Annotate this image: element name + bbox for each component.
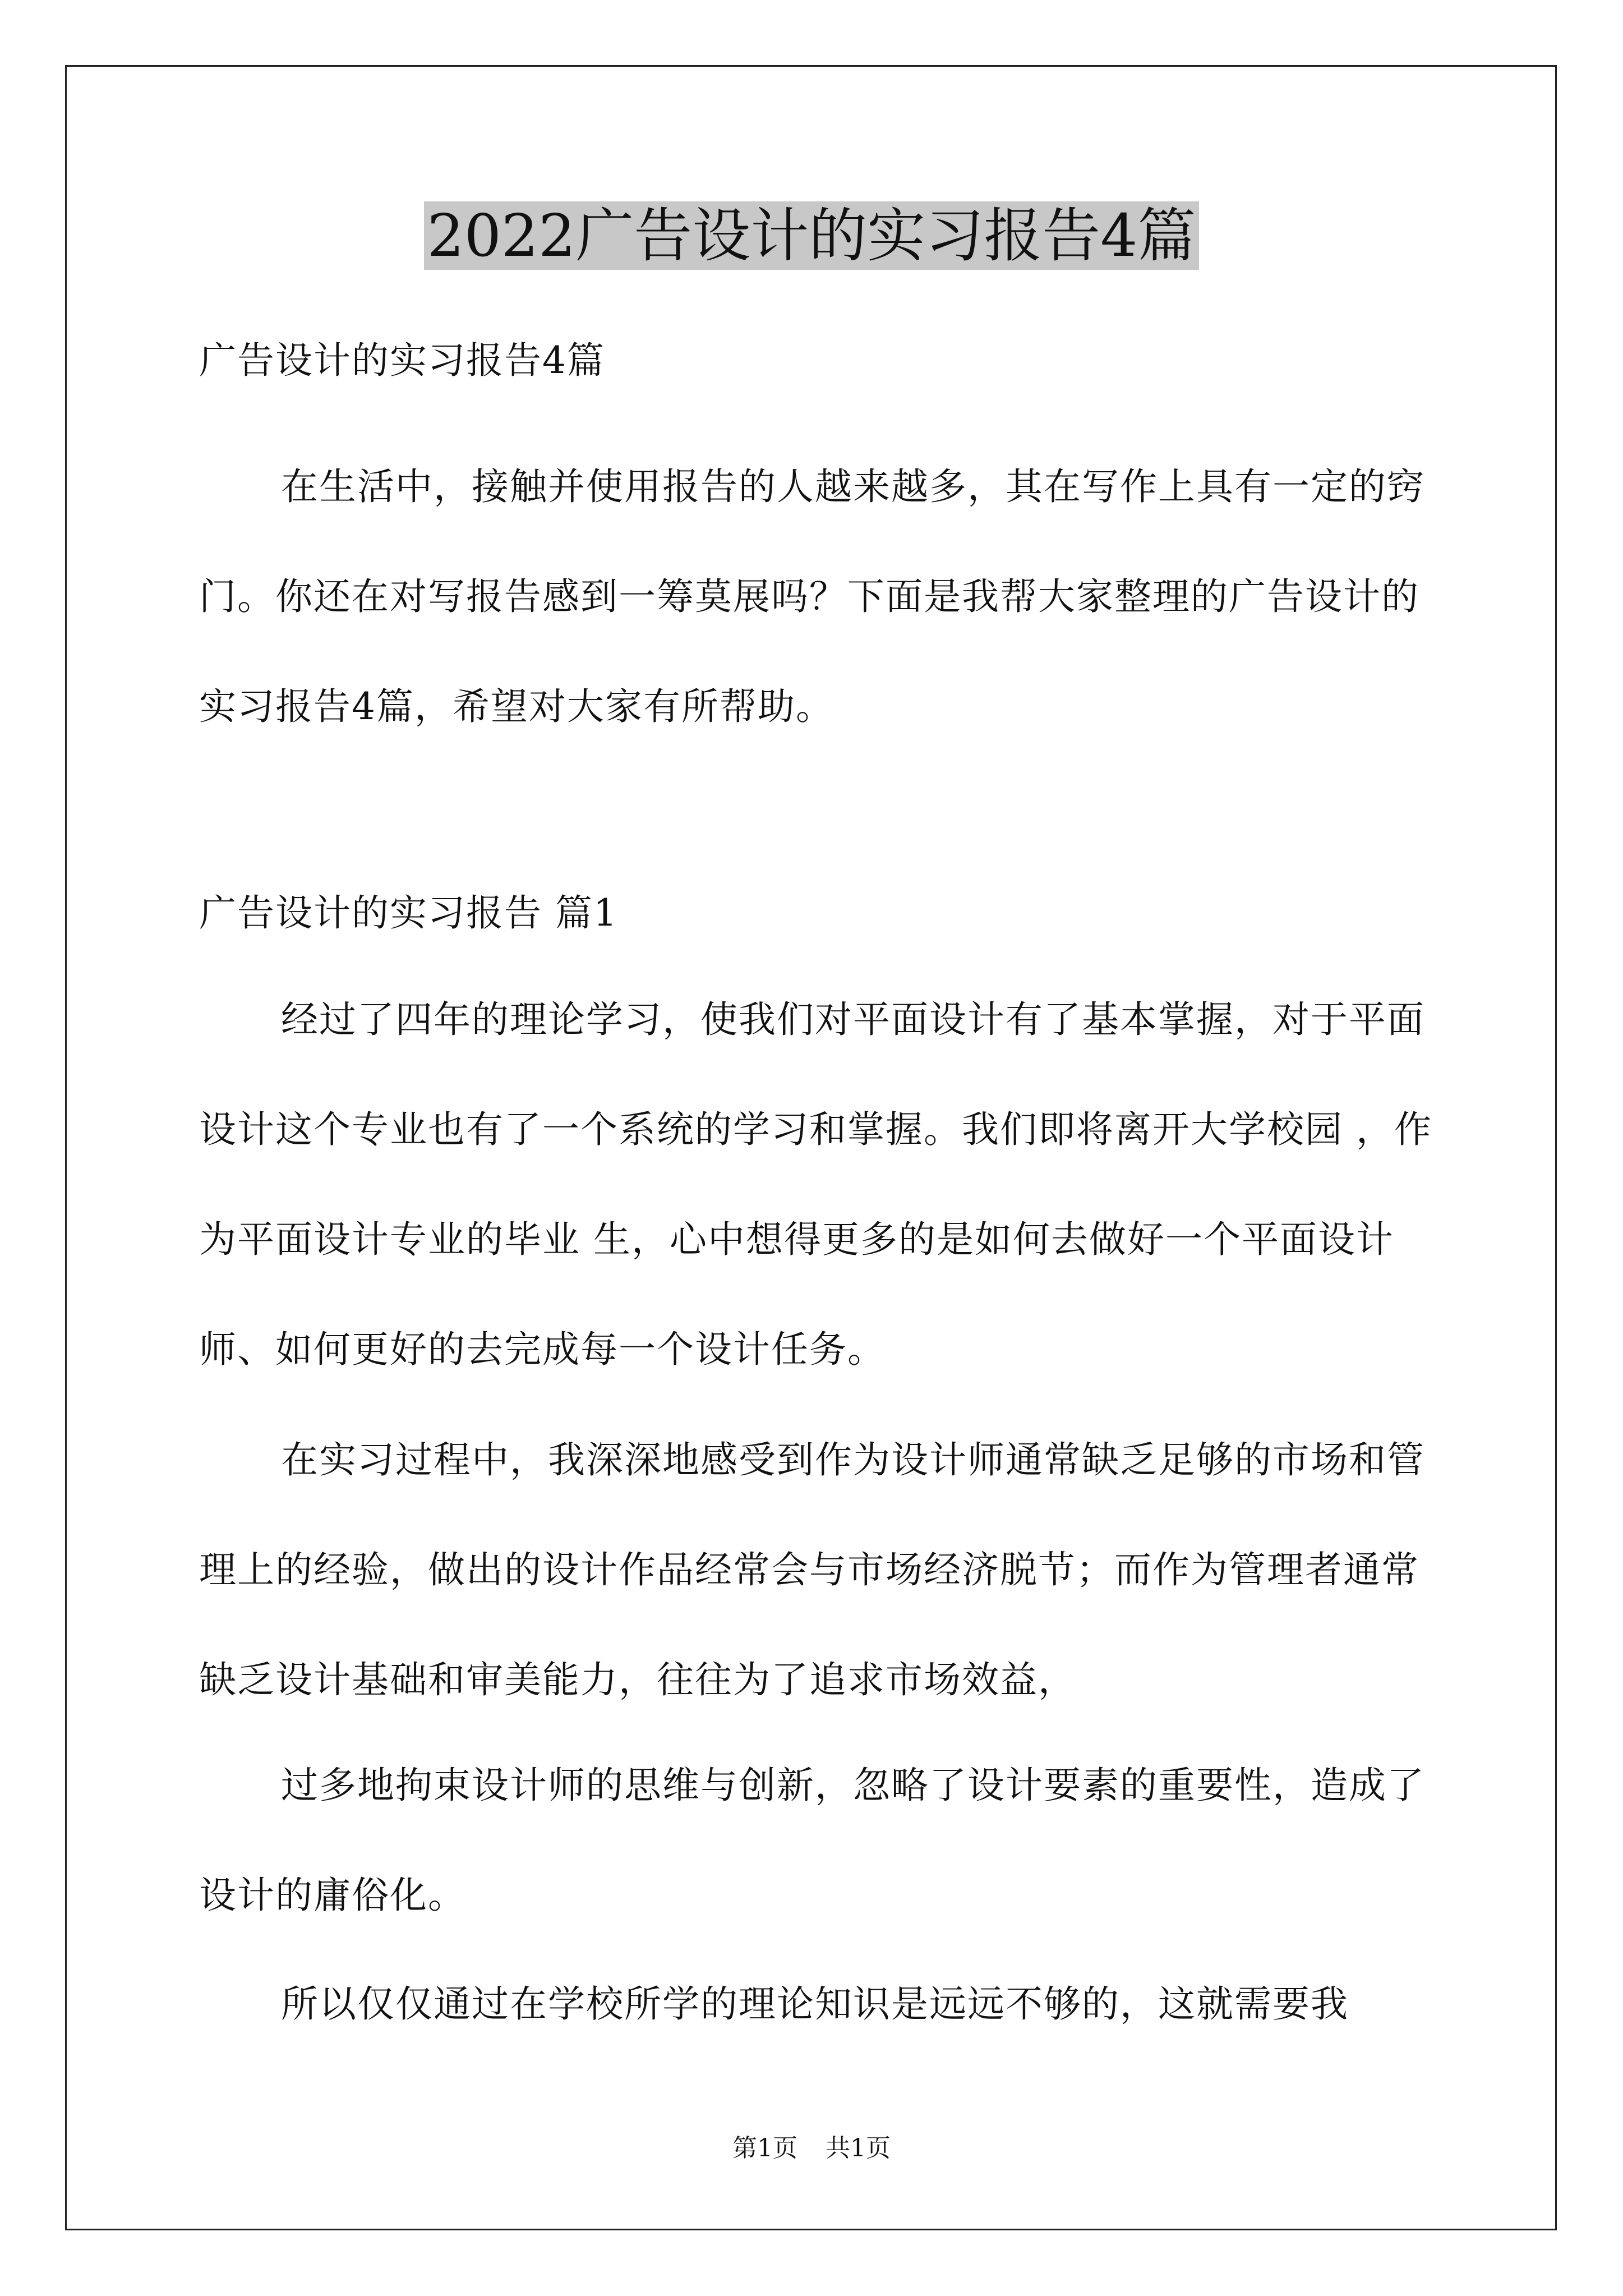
document-subtitle: 广告设计的实习报告4篇 xyxy=(199,339,605,382)
page-total: 共1页 xyxy=(826,2134,891,2162)
paragraph-3: 过多地拘束设计师的思维与创新，忽略了设计要素的重要性，造成了设计的庸俗化。 xyxy=(199,1764,1425,1917)
intro-paragraph: 在生活中，接触并使用报告的人越来越多，其在写作上具有一定的窍门。你还在对写报告感到一筹莫展吗？下面是我帮大家整理的广告设计的实习报告4篇，希望对大家有所帮助。 xyxy=(199,465,1425,728)
paragraph-1: 经过了四年的理论学习，使我们对平面设计有了基本掌握，对于平面设计这个专业也有了一个系统的学习和掌握。我们即将离开大学校园 ，作为平面设计专业的毕业 生，心中想得更多的是如何去做好一个平面设计师、如何更好的去完成每一个设计任务。 xyxy=(199,998,1432,1371)
paragraph-4: 所以仅仅通过在学校所学的理论知识是远远不够的，这就需要我 xyxy=(281,1982,1349,2026)
section-heading-part1: 广告设计的实习报告 篇1 xyxy=(199,891,618,935)
document-title xyxy=(0,196,1623,275)
document-title-text: 2022广告设计的实习报告4篇 xyxy=(424,201,1200,270)
paragraph-2: 在实习过程中，我深深地感受到作为设计师通常缺乏足够的市场和管理上的经验，做出的设计作品经常会与市场经济脱节；而作为管理者通常缺乏设计基础和审美能力，往往为了追求市场效益， xyxy=(199,1438,1425,1701)
page-footer xyxy=(0,2132,1623,2165)
page-number: 第1页 xyxy=(732,2134,797,2162)
